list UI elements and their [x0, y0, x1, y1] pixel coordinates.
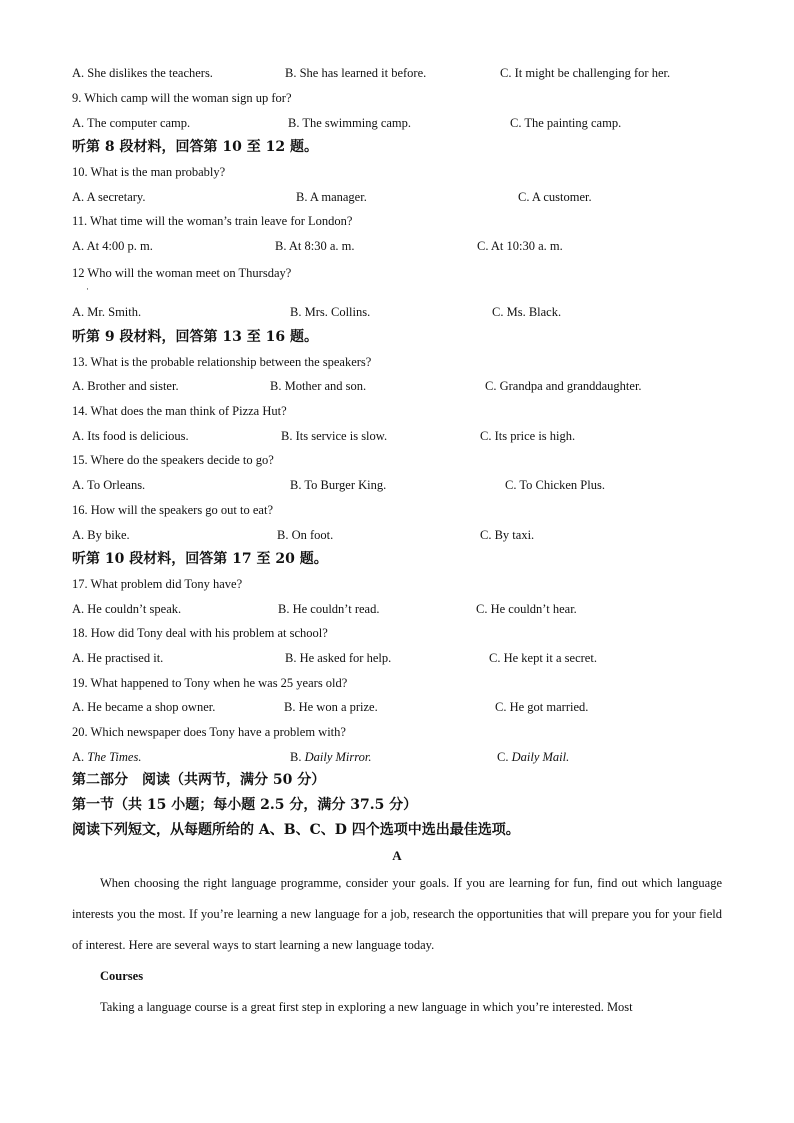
q19-option-c: C. He got married. [495, 700, 589, 714]
q10-option-a: A. A secretary. [72, 190, 146, 204]
q12-option-c: C. Ms. Black. [492, 305, 562, 319]
passage-label: A [392, 848, 402, 863]
q16-question: 16. How will the speakers go out to eat? [72, 503, 273, 517]
q20-option-b-prefix: B. [290, 750, 305, 764]
q16-option-b: B. On foot. [277, 528, 334, 542]
q10-question: 10. What is the man probably? [72, 165, 226, 179]
q18-question: 18. How did Tony deal with his problem at school? [72, 626, 328, 640]
q20-option-c-title: Daily Mail. [511, 750, 570, 764]
q15-option-b: B. To Burger King. [290, 478, 387, 492]
part2-heading: 第二部分 阅读（共两节，满分 50 分） [72, 772, 326, 788]
q17-question: 17. What problem did Tony have? [72, 577, 243, 591]
q13-option-c: C. Grandpa and granddaughter. [485, 379, 642, 393]
q14-option-a: A. Its food is delicious. [72, 429, 189, 443]
q16-option-c: C. By taxi. [480, 528, 535, 542]
passage-paragraph-2: Taking a language course is a great first step in exploring a new language in which you’re interested. Most [100, 1000, 633, 1014]
q18-option-b: B. He asked for help. [285, 651, 392, 665]
courses-heading: Courses [100, 969, 144, 983]
passage-paragraph-1: When choosing the right language programme, consider your goals. If you are learning for fun, find out which language interests you the most. If you’re learning a new language for a job, research the opportunities that will prepare you for your field of interest. Here are several ways to start learning a new language today. [72, 876, 722, 952]
q19-question: 19. What happened to Tony when he was 25 years old? [72, 676, 348, 690]
q19-option-b: B. He won a prize. [284, 700, 378, 714]
q12-question: 12 Who will the woman meet on Thursday? [72, 266, 292, 280]
q10-option-b: B. A manager. [296, 190, 367, 204]
q19-option-a: A. He became a shop owner. [72, 700, 216, 714]
q10-option-c: C. A customer. [518, 190, 592, 204]
q11-option-c: C. At 10:30 a. m. [477, 239, 563, 253]
q20-option-c [497, 749, 569, 765]
q15-question: 15. Where do the speakers decide to go? [72, 453, 274, 467]
q16-option-a: A. By bike. [72, 528, 130, 542]
q12-option-b: B. Mrs. Collins. [290, 305, 371, 319]
q11-option-b: B. At 8:30 a. m. [275, 239, 355, 253]
q9-option-b: B. The swimming camp. [288, 116, 412, 130]
stray-dot: · [86, 284, 89, 294]
q8-option-a: A. She dislikes the teachers. [72, 66, 213, 80]
q11-question: 11. What time will the woman’s train leave for London? [72, 214, 353, 228]
q20-option-a-prefix: A. [72, 750, 88, 764]
q15-option-a: A. To Orleans. [72, 478, 146, 492]
q14-option-b: B. Its service is slow. [281, 429, 388, 443]
q15-option-c: C. To Chicken Plus. [505, 478, 605, 492]
q13-option-b: B. Mother and son. [270, 379, 367, 393]
section-9-heading: 听第 9 段材料，回答第 13 至 16 题。 [72, 329, 318, 345]
part2-section1-heading: 第一节（共 15 小题；每小题 2.5 分，满分 37.5 分） [72, 797, 418, 813]
q20-option-a-title: The Times. [87, 750, 142, 764]
q13-question: 13. What is the probable relationship between the speakers? [72, 355, 372, 369]
q20-question: 20. Which newspaper does Tony have a problem with? [72, 725, 346, 739]
q9-question: 9. Which camp will the woman sign up for? [72, 91, 292, 105]
q20-option-b-title: Daily Mirror. [304, 750, 372, 764]
q9-option-c: C. The painting camp. [510, 116, 622, 130]
q18-option-a: A. He practised it. [72, 651, 164, 665]
q8-option-b: B. She has learned it before. [285, 66, 427, 80]
q12-option-a: A. Mr. Smith. [72, 305, 142, 319]
q20-option-b [290, 749, 372, 765]
q20-option-c-prefix: C. [497, 750, 512, 764]
q14-question: 14. What does the man think of Pizza Hut? [72, 404, 287, 418]
reading-instructions: 阅读下列短文，从每题所给的 A、B、C、D 四个选项中选出最佳选项。 [72, 822, 520, 838]
section-8-heading: 听第 8 段材料，回答第 10 至 12 题。 [72, 139, 318, 155]
q20-option-a [72, 749, 141, 765]
q13-option-a: A. Brother and sister. [72, 379, 179, 393]
q9-option-a: A. The computer camp. [72, 116, 191, 130]
q17-option-c: C. He couldn’t hear. [476, 602, 577, 616]
q17-option-b: B. He couldn’t read. [278, 602, 380, 616]
q18-option-c: C. He kept it a secret. [489, 651, 597, 665]
q8-option-c: C. It might be challenging for her. [500, 66, 671, 80]
q11-option-a: A. At 4:00 p. m. [72, 239, 153, 253]
q17-option-a: A. He couldn’t speak. [72, 602, 182, 616]
section-10-heading: 听第 10 段材料，回答第 17 至 20 题。 [72, 551, 328, 567]
q14-option-c: C. Its price is high. [480, 429, 576, 443]
